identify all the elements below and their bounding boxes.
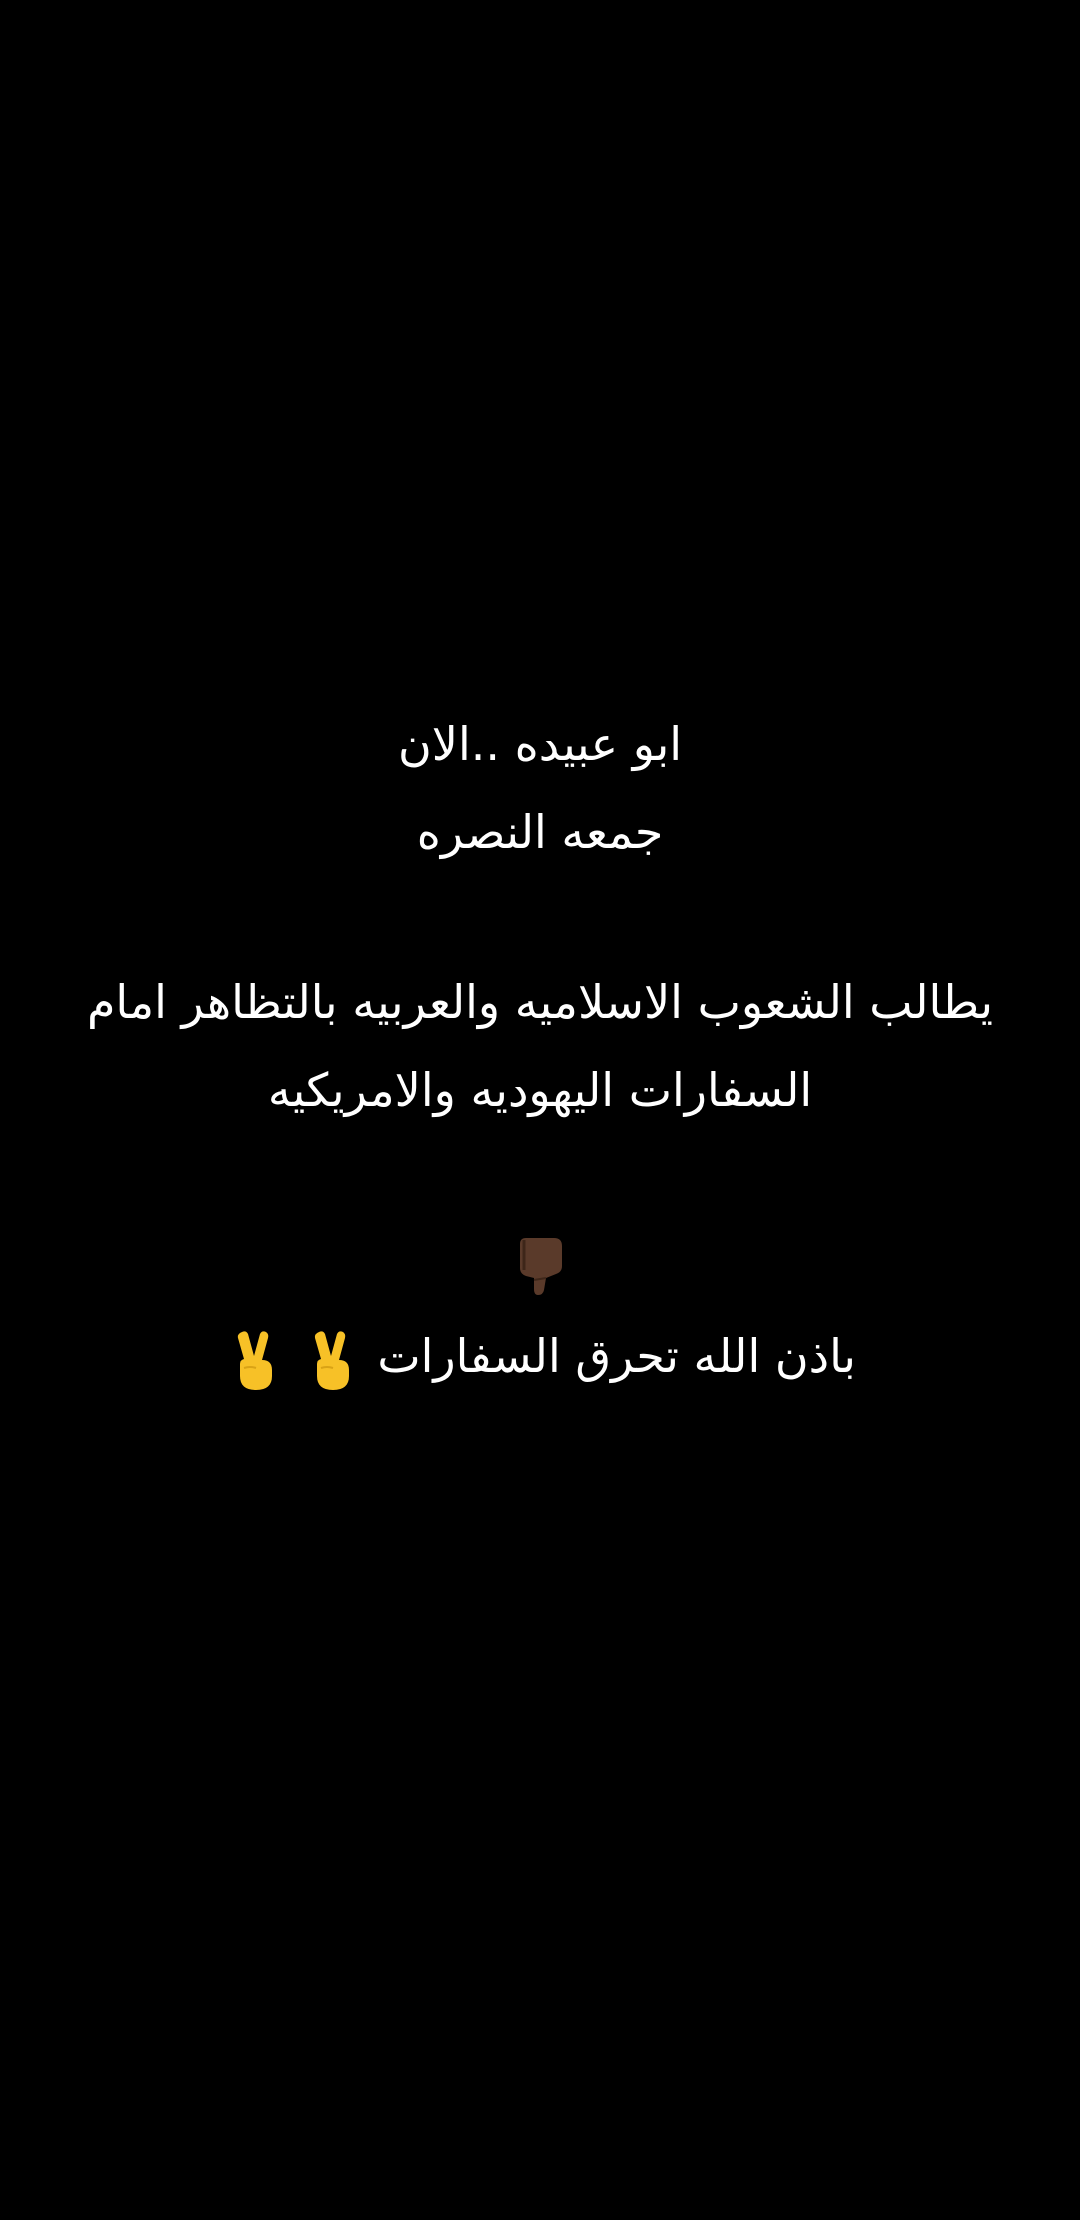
post-final-line — [0, 1312, 1080, 1400]
victory-hand-icon — [228, 1328, 282, 1392]
victory-hand-icon — [305, 1328, 359, 1392]
final-text: باذن الله تحرق السفارات — [377, 1329, 856, 1383]
post-line-4: السفارات اليهوديه والامريكيه — [267, 1063, 813, 1117]
post-line-3: يطالب الشعوب الاسلاميه والعربيه بالتظاهر امام — [86, 975, 994, 1029]
post-line-1: ابو عبيده ..الان — [397, 717, 683, 771]
thumbs-down-icon — [510, 1232, 570, 1298]
blank-line — [0, 1134, 1080, 1216]
thumbs-line — [0, 1216, 1080, 1312]
status-post — [0, 700, 1080, 1400]
blank-line — [0, 876, 1080, 958]
post-line-2: جمعه النصره — [416, 805, 664, 859]
